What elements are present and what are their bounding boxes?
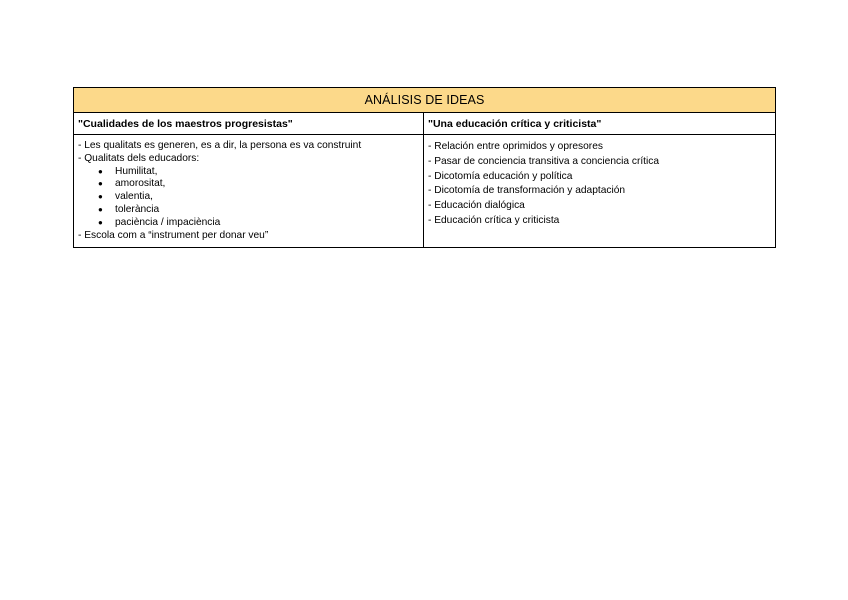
list-item: ● paciència / impaciència	[98, 216, 221, 228]
list-item: ● amorositat,	[98, 178, 166, 190]
table-title: ANÁLISIS DE IDEAS	[74, 88, 776, 113]
list-item: - Educación dialógica	[428, 200, 525, 212]
list-item: ● valentia,	[98, 191, 153, 203]
column-header-left: "Cualidades de los maestros progresistas"	[74, 113, 424, 135]
column-header-right: "Una educación crítica y criticista"	[424, 113, 776, 135]
left-line-2: - Qualitats dels educadors:	[78, 152, 200, 164]
right-cell	[424, 135, 776, 248]
bullet-icon: ●	[98, 179, 103, 189]
left-line-3: - Escola com a “instrument per donar veu”	[78, 229, 269, 241]
bullet-icon: ●	[98, 204, 103, 214]
list-item: - Relación entre oprimidos y opresores	[428, 141, 603, 152]
list-item: - Educación crítica y criticista	[428, 214, 560, 226]
bullet-icon: ●	[98, 166, 103, 176]
bullet-icon: ●	[98, 192, 103, 202]
qualities-list	[78, 166, 419, 230]
left-cell	[74, 135, 424, 248]
list-item: ● Humilitat,	[98, 165, 158, 177]
left-line-1: - Les qualitats es generen, es a dir, la persona es va construint	[78, 140, 362, 151]
analysis-table	[73, 87, 776, 248]
list-item: - Pasar de conciencia transitiva a conciencia crítica	[428, 155, 660, 167]
bullet-icon: ●	[98, 217, 103, 227]
list-item: - Dicotomía educación y política	[428, 170, 573, 182]
list-item: ● tolerància	[98, 203, 160, 215]
list-item: - Dicotomía de transformación y adaptación	[428, 185, 626, 197]
